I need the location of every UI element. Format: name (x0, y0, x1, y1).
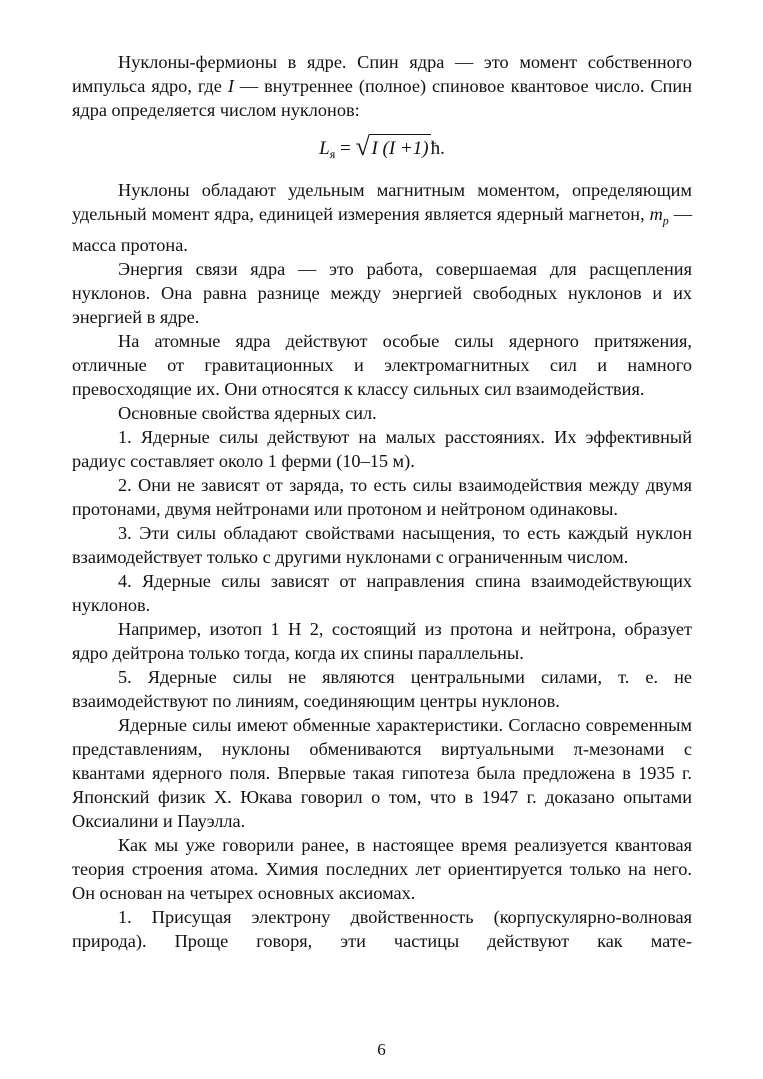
paragraph-exchange-forces: Ядерные силы имеют обменные характеристики. Согласно современным представлениям, нуклоны обмениваются виртуальными π-мезонами с квантами ядерного поля. Впервые такая гипотеза была предложена в 1935 г. Японский физик Х. Юкава говорил о том, что в 1947 г. доказано опытами Оксиалини и Пауэлла. (72, 714, 692, 831)
formula-sqrt (355, 132, 430, 166)
paragraph-property-5: 5. Ядерные силы не являются центральными силами, т. е. не взаимодействуют по линиям, соединяющим центры нуклонов. (72, 666, 692, 711)
document-page (72, 50, 692, 953)
paragraph-property-3: 3. Эти силы обладают свойствами насыщения, то есть каждый нуклон взаимодействует только с другими нуклонами с ограниченным числом. (72, 522, 692, 567)
variable-m: m (649, 204, 663, 224)
page-number: 6 (377, 1040, 386, 1059)
paragraph-quantum-theory: Как мы уже говорили ранее, в настоящее время реализуется квантовая теория строения атома. Химия последних лет ориентируется только на него. Он основан на четырех основных аксиомах. (72, 834, 692, 903)
paragraph-example-isotope: Например, изотоп 1 Н 2, состоящий из протона и нейтрона, образует ядро дейтрона только тогда, когда их спины параллельны. (72, 618, 692, 663)
formula-radicand: I (I +1) (369, 134, 430, 163)
paragraph-property-2: 2. Они не зависят от заряда, то есть силы взаимодействия между двумя протонами, двумя нейтронами или протоном и нейтроном одинаковы. (72, 474, 692, 519)
paragraph-property-1: 1. Ядерные силы действуют на малых расстояниях. Их эффективный радиус составляет около 1 ферми (10–15 м). (72, 426, 692, 471)
text-span: — внутреннее (полное) спиновое квантовое число. Спин ядра определяется числом нуклонов: (72, 76, 692, 120)
text-span: Нуклоны обладают удельным магнитным моментом, определяющим удельный момент ядра, единицей измерения является ядерный магнетон, (72, 180, 692, 224)
formula-spin (72, 132, 692, 166)
paragraph-nuclear-forces: На атомные ядра действуют особые силы ядерного притяжения, отличные от гравитационных и электромагнитных сил и намного превосходящие их. Они относятся к классу сильных сил взаимодействия. (72, 330, 692, 399)
formula-lhs: L (319, 138, 330, 159)
formula-equals: = (335, 138, 356, 159)
paragraph-axiom-1: 1. Присущая электрону двойственность (корпускулярно-волновая природа). Проще говоря, эти частицы действуют как мате- (72, 906, 692, 951)
formula-hbar: ħ. (430, 138, 445, 159)
formula-lhs-subscript: я (329, 147, 336, 161)
text-span: Нуклоны-фермионы в ядре. Спин ядра — это момент собственного импульса ядро, где (72, 52, 692, 96)
sqrt-sign-icon: √ (355, 132, 370, 161)
paragraph-magnetic-moment (72, 178, 692, 257)
paragraph-property-4: 4. Ядерные силы зависят от направления спина взаимодействующих нуклонов. (72, 570, 692, 615)
text-span: — масса протона. (72, 204, 692, 255)
variable-i: I (227, 76, 234, 96)
variable-subscript-p: p (662, 213, 669, 228)
paragraph-binding-energy: Энергия связи ядра — это работа, совершаемая для расщепления нуклонов. Она равна разнице между энергией свободных нуклонов и их энергией в ядре. (72, 258, 692, 327)
paragraph-nuclon-spin (72, 50, 692, 122)
paragraph-properties-heading: Основные свойства ядерных сил. (118, 402, 377, 423)
